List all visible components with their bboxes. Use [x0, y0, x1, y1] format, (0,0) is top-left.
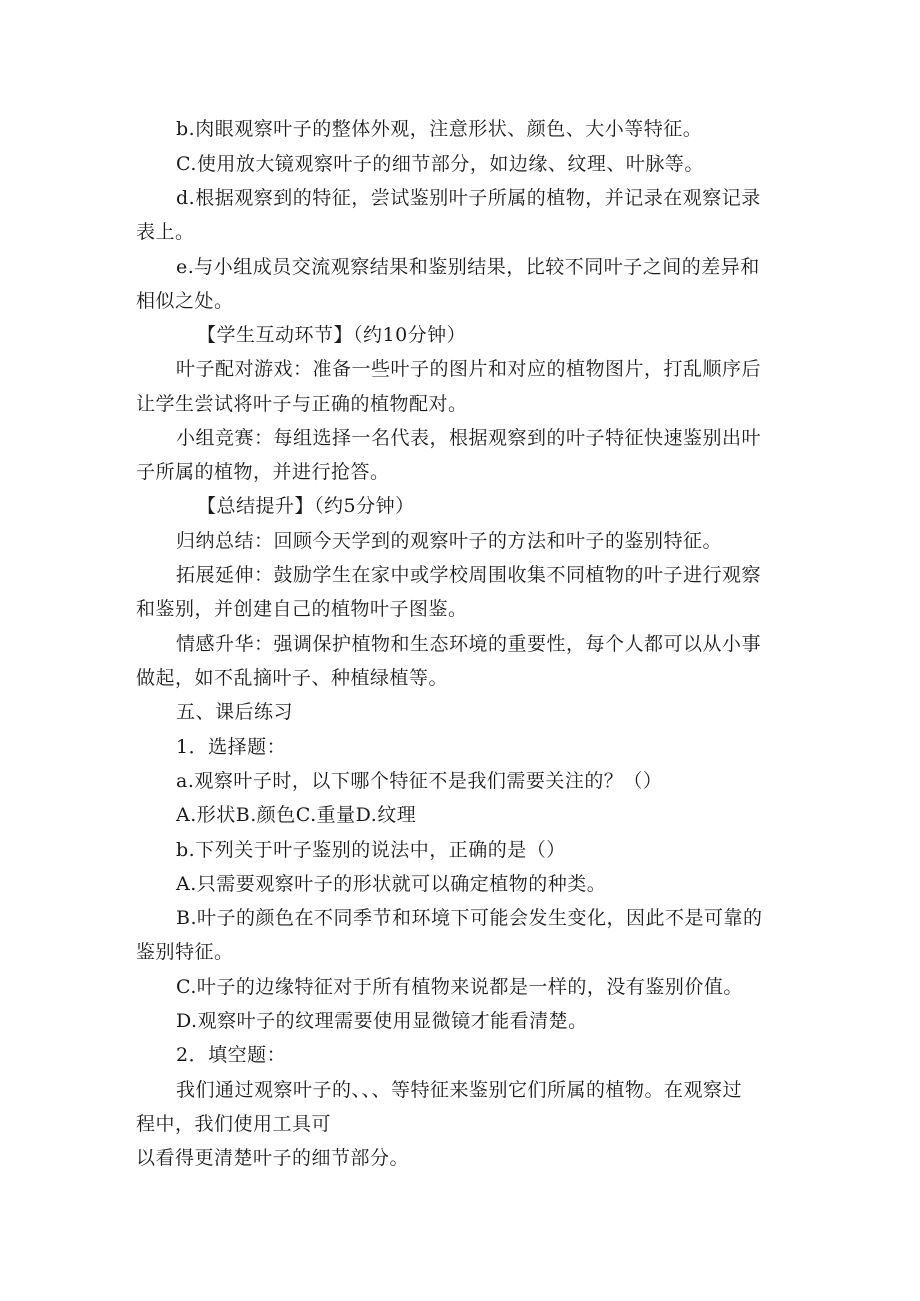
step-e-line: e.与小组成员交流观察结果和鉴别结果，比较不同叶子之间的差异和 — [176, 256, 760, 278]
option-c-line: C.叶子的边缘特征对于所有植物来说都是一样的，没有鉴别价值。 — [176, 976, 743, 998]
fill-blank-continuation: 程中，我们使用工具可 — [136, 1113, 332, 1135]
group-contest-line: 小组竞赛：每组选择一名代表，根据观察到的叶子特征快速鉴别出叶 — [176, 427, 762, 449]
question-a-options: A.形状B.颜色C.重量D.纹理 — [176, 804, 417, 826]
extension-line: 拓展延伸：鼓励学生在家中或学校周围收集不同植物的叶子进行观察 — [176, 564, 762, 586]
option-b-line: B.叶子的颜色在不同季节和环境下可能会发生变化，因此不是可靠的 — [176, 907, 763, 929]
matching-game-line: 叶子配对游戏：准备一些叶子的图片和对应的植物图片，打乱顺序后 — [176, 358, 762, 380]
emotion-line: 情感升华：强调保护植物和生态环境的重要性，每个人都可以从小事 — [176, 633, 762, 655]
question-a-line: a.观察叶子时，以下哪个特征不是我们需要关注的？（） — [176, 770, 663, 792]
section-heading-interaction: 【学生互动环节】（约10分钟） — [197, 324, 467, 346]
group-contest-continuation: 子所属的植物，并进行抢答。 — [136, 461, 390, 483]
option-a-line: A.只需要观察叶子的形状就可以确定植物的种类。 — [176, 873, 607, 895]
matching-game-continuation: 让学生尝试将叶子与正确的植物配对。 — [136, 393, 468, 415]
question-type-fill: 2．填空题： — [176, 1044, 287, 1066]
extension-continuation: 和鉴别，并创建自己的植物叶子图鉴。 — [136, 598, 468, 620]
step-e-continuation: 相似之处。 — [136, 290, 234, 312]
question-b-line: b.下列关于叶子鉴别的说法中，正确的是（） — [176, 839, 566, 861]
option-d-line: D.观察叶子的纹理需要使用显微镜才能看清楚。 — [176, 1010, 588, 1032]
step-c-line: C.使用放大镜观察叶子的细节部分，如边缘、纹理、叶脉等。 — [176, 153, 704, 175]
step-b-line: b.肉眼观察叶子的整体外观，注意形状、颜色、大小等特征。 — [176, 118, 703, 140]
option-b-continuation: 鉴别特征。 — [136, 941, 234, 963]
emotion-continuation: 做起，如不乱摘叶子、种植绿植等。 — [136, 667, 449, 689]
question-type-choice: 1．选择题： — [176, 736, 287, 758]
fill-blank-line: 我们通过观察叶子的、、、等特征来鉴别它们所属的植物。在观察过 — [176, 1079, 743, 1101]
fill-blank-ending: 以看得更清楚叶子的细节部分。 — [136, 1147, 410, 1169]
summary-line: 归纳总结：回顾今天学到的观察叶子的方法和叶子的鉴别特征。 — [176, 530, 723, 552]
step-d-continuation: 表上。 — [136, 221, 195, 243]
step-d-line: d.根据观察到的特征，尝试鉴别叶子所属的植物，并记录在观察记录 — [176, 187, 761, 209]
section-heading-summary: 【总结提升】（约5分钟） — [197, 495, 415, 517]
section-heading-homework: 五、课后练习 — [176, 701, 294, 723]
